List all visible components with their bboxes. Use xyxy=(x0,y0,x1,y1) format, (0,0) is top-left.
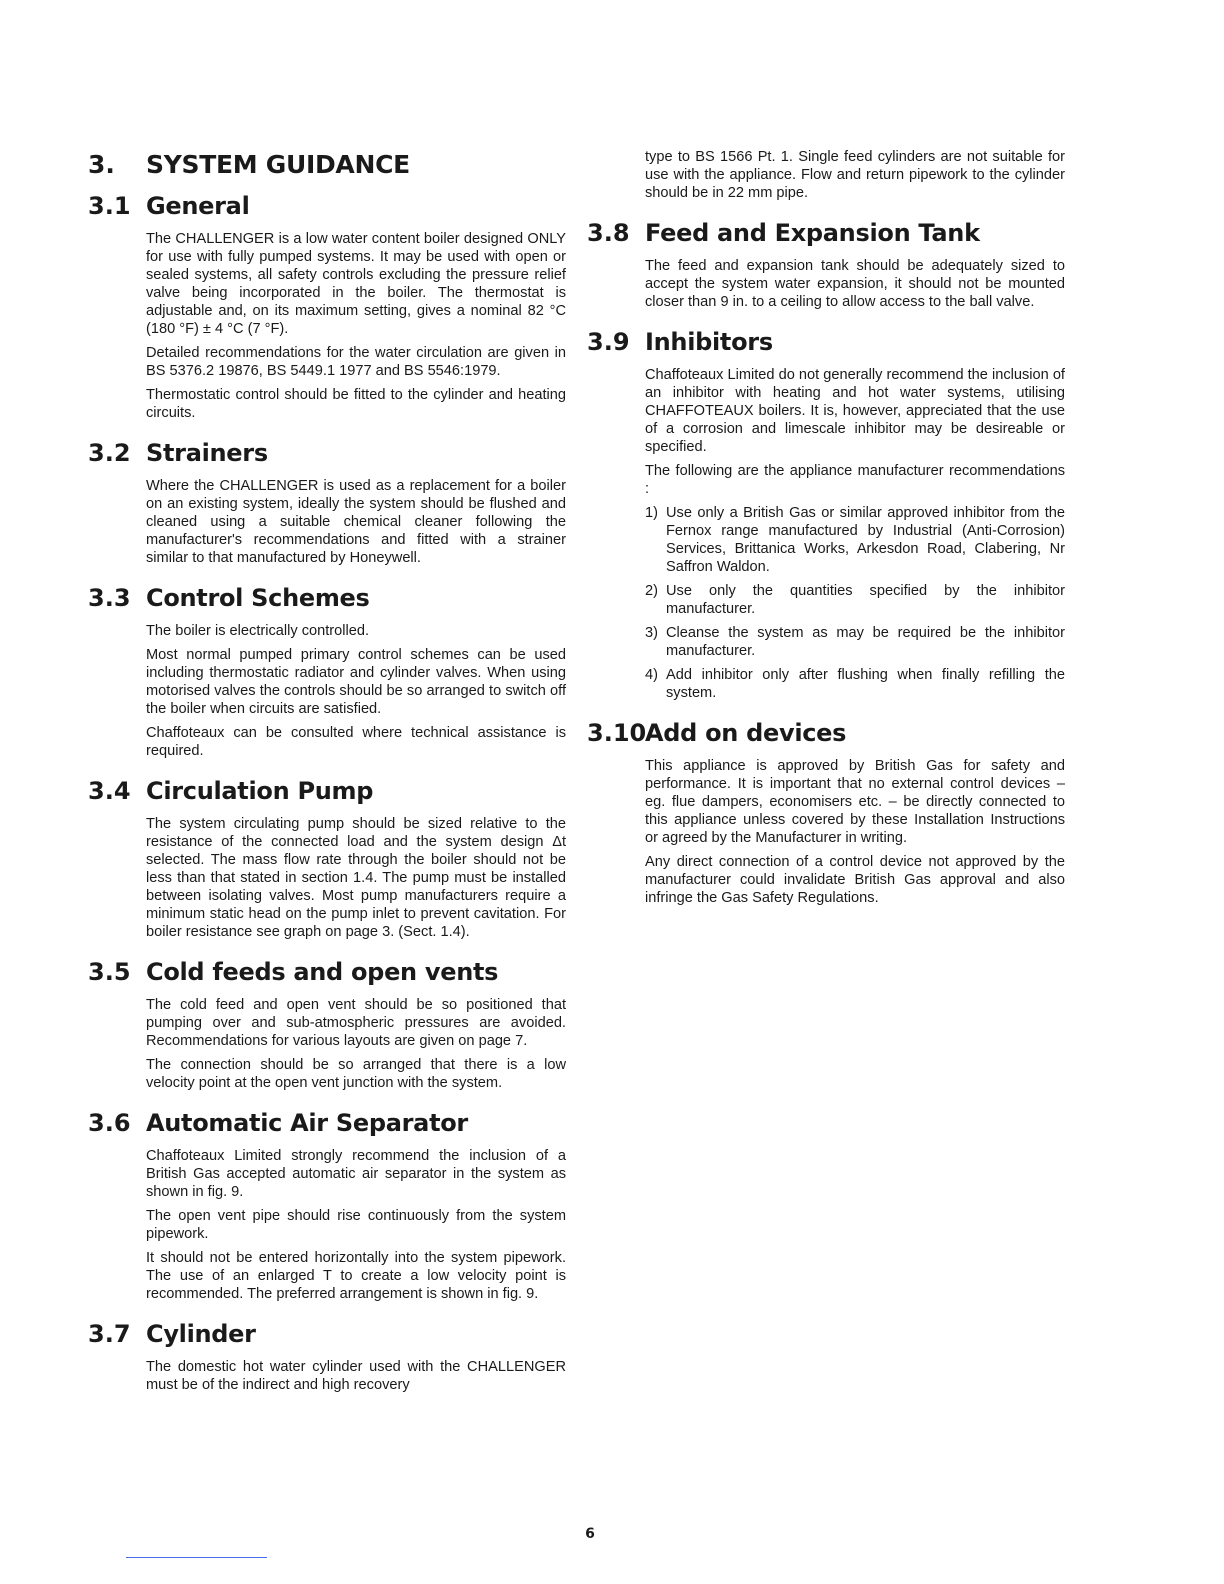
recommendation-list xyxy=(645,504,1065,702)
body-paragraph: Most normal pumped primary control schemes can be used including thermostatic radiator and cylinder valves. When using motorised valves the controls should be so arranged to switch off the boiler when circuits are satisfied. xyxy=(146,647,566,717)
section-inhibitors xyxy=(587,325,1065,702)
body-paragraph: The CHALLENGER is a low water content boiler designed ONLY for use with fully pumped systems. It may be used with open or sealed systems, all safety controls excluding the pressure relief valve being incorporated in the boiler. The thermostat is adjustable and, on its maximum setting, gives a nominal 82 °C (180 °F) ± 4 °C (7 °F). xyxy=(146,231,566,337)
list-item xyxy=(645,624,1065,660)
section-title: Cold feeds and open vents xyxy=(146,958,499,986)
body-paragraph: The system circulating pump should be sized relative to the resistance of the connected load and the system design Δt selected. The mass flow rate through the boiler should not be less than that stated in section 1.4. The pump must be installed between isolating valves. Most pump manufacturers require a minimum static head on the pump inlet to prevent cavitation. For boiler resistance see graph on page 3. (Sect. 1.4). xyxy=(146,816,566,940)
section-feed-expansion-tank xyxy=(587,216,1065,311)
body-paragraph: The connection should be so arranged that there is a low velocity point at the open vent junction with the system. xyxy=(146,1057,566,1091)
body-paragraph: The following are the appliance manufacturer recommendations : xyxy=(645,463,1065,497)
section-title: General xyxy=(146,192,250,220)
section-add-on-devices xyxy=(587,716,1065,907)
body-paragraph: The open vent pipe should rise continuously from the system pipework. xyxy=(146,1208,566,1242)
body-paragraph: The domestic hot water cylinder used with the CHALLENGER must be of the indirect and high recovery xyxy=(146,1359,566,1393)
list-item-text: Add inhibitor only after flushing when finally refilling the system. xyxy=(666,667,1065,701)
section-number: 3.6 xyxy=(88,1109,131,1137)
section-number: 3.7 xyxy=(88,1320,131,1348)
section-general xyxy=(88,189,566,422)
section-cylinder xyxy=(88,1317,566,1394)
body-paragraph: The cold feed and open vent should be so positioned that pumping over and sub-atmospheric pressures are avoided. Recommendations for various layouts are given on page 7. xyxy=(146,997,566,1049)
section-title: Cylinder xyxy=(146,1320,256,1348)
right-column xyxy=(587,148,1065,921)
body-paragraph: Chaffoteaux Limited do not generally recommend the inclusion of an inhibitor with heating and hot water systems, utilising CHAFFOTEAUX boilers. It is, however, appreciated that the use of a corrosion and limescale inhibitor may be desireable or specified. xyxy=(645,367,1065,455)
list-item xyxy=(645,504,1065,576)
section-number: 3.5 xyxy=(88,958,131,986)
list-marker: 4) xyxy=(645,667,658,683)
cylinder-continuation xyxy=(587,148,1065,202)
footer-rule xyxy=(126,1557,267,1558)
body-paragraph: Chaffoteaux can be consulted where technical assistance is required. xyxy=(146,725,566,759)
section-number: 3.4 xyxy=(88,777,131,805)
list-item-text: Use only a British Gas or similar approved inhibitor from the Fernox range manufactured by Industrial (Anti-Corrosion) Services, Brittanica Works, Arkesdon Road, Clabering, Nr Saffron Waldon. xyxy=(666,505,1065,575)
section-title: Add on devices xyxy=(645,719,847,747)
body-paragraph: The boiler is electrically controlled. xyxy=(146,623,370,639)
section-title: Feed and Expansion Tank xyxy=(645,219,980,247)
body-paragraph: It should not be entered horizontally into the system pipework. The use of an enlarged T to create a low velocity point is recommended. The preferred arrangement is shown in fig. 9. xyxy=(146,1250,566,1302)
section-control-schemes xyxy=(88,581,566,760)
left-column xyxy=(88,148,566,1408)
list-marker: 1) xyxy=(645,505,658,521)
body-paragraph: The feed and expansion tank should be adequately sized to accept the system water expansion, it should not be mounted closer than 9 in. to a ceiling to allow access to the ball valve. xyxy=(645,258,1065,310)
list-item xyxy=(645,582,1065,618)
section-number: 3.9 xyxy=(587,328,630,356)
section-strainers xyxy=(88,436,566,567)
section-circulation-pump xyxy=(88,774,566,941)
section-number: 3.10 xyxy=(587,719,647,747)
section-title: Automatic Air Separator xyxy=(146,1109,468,1137)
section-number: 3.3 xyxy=(88,584,131,612)
list-item xyxy=(645,666,1065,702)
section-cold-feeds xyxy=(88,955,566,1092)
list-item-text: Cleanse the system as may be required be the inhibitor manufacturer. xyxy=(666,625,1065,659)
list-marker: 2) xyxy=(645,583,658,599)
section-number: 3.8 xyxy=(587,219,630,247)
chapter-heading xyxy=(88,148,566,182)
section-title: Strainers xyxy=(146,439,268,467)
body-paragraph: This appliance is approved by British Gas for safety and performance. It is important that no external control devices – eg. flue dampers, economisers etc. – be directly connected to this appliance unless covered by these Installation Instructions or agreed by the Manufacturer in writing. xyxy=(645,758,1065,846)
section-title: Inhibitors xyxy=(645,328,773,356)
body-paragraph: Thermostatic control should be fitted to the cylinder and heating circuits. xyxy=(146,387,566,421)
body-paragraph: Any direct connection of a control device not approved by the manufacturer could invalidate British Gas approval and also infringe the Gas Safety Regulations. xyxy=(645,854,1065,906)
section-air-separator xyxy=(88,1106,566,1303)
body-paragraph: type to BS 1566 Pt. 1. Single feed cylinders are not suitable for use with the appliance. Flow and return pipework to the cylinder should be in 22 mm pipe. xyxy=(645,149,1065,201)
chapter-title: SYSTEM GUIDANCE xyxy=(146,150,410,179)
section-number: 3.2 xyxy=(88,439,131,467)
section-title: Circulation Pump xyxy=(146,777,374,805)
list-marker: 3) xyxy=(645,625,658,641)
list-item-text: Use only the quantities specified by the inhibitor manufacturer. xyxy=(666,583,1065,617)
body-paragraph: Chaffoteaux Limited strongly recommend the inclusion of a British Gas accepted automatic air separator in the system as shown in fig. 9. xyxy=(146,1148,566,1200)
section-number: 3.1 xyxy=(88,192,131,220)
body-paragraph: Where the CHALLENGER is used as a replacement for a boiler on an existing system, ideally the system should be flushed and cleaned using a suitable chemical cleaner following the manufacturer's recommendations and fitted with a strainer similar to that manufactured by Honeywell. xyxy=(146,478,566,566)
body-paragraph: Detailed recommendations for the water circulation are given in BS 5376.2 19876, BS 5449.1 1977 and BS 5546:1979. xyxy=(146,345,566,379)
chapter-number: 3. xyxy=(88,150,115,179)
section-title: Control Schemes xyxy=(146,584,370,612)
page-number: 6 xyxy=(585,1526,595,1542)
